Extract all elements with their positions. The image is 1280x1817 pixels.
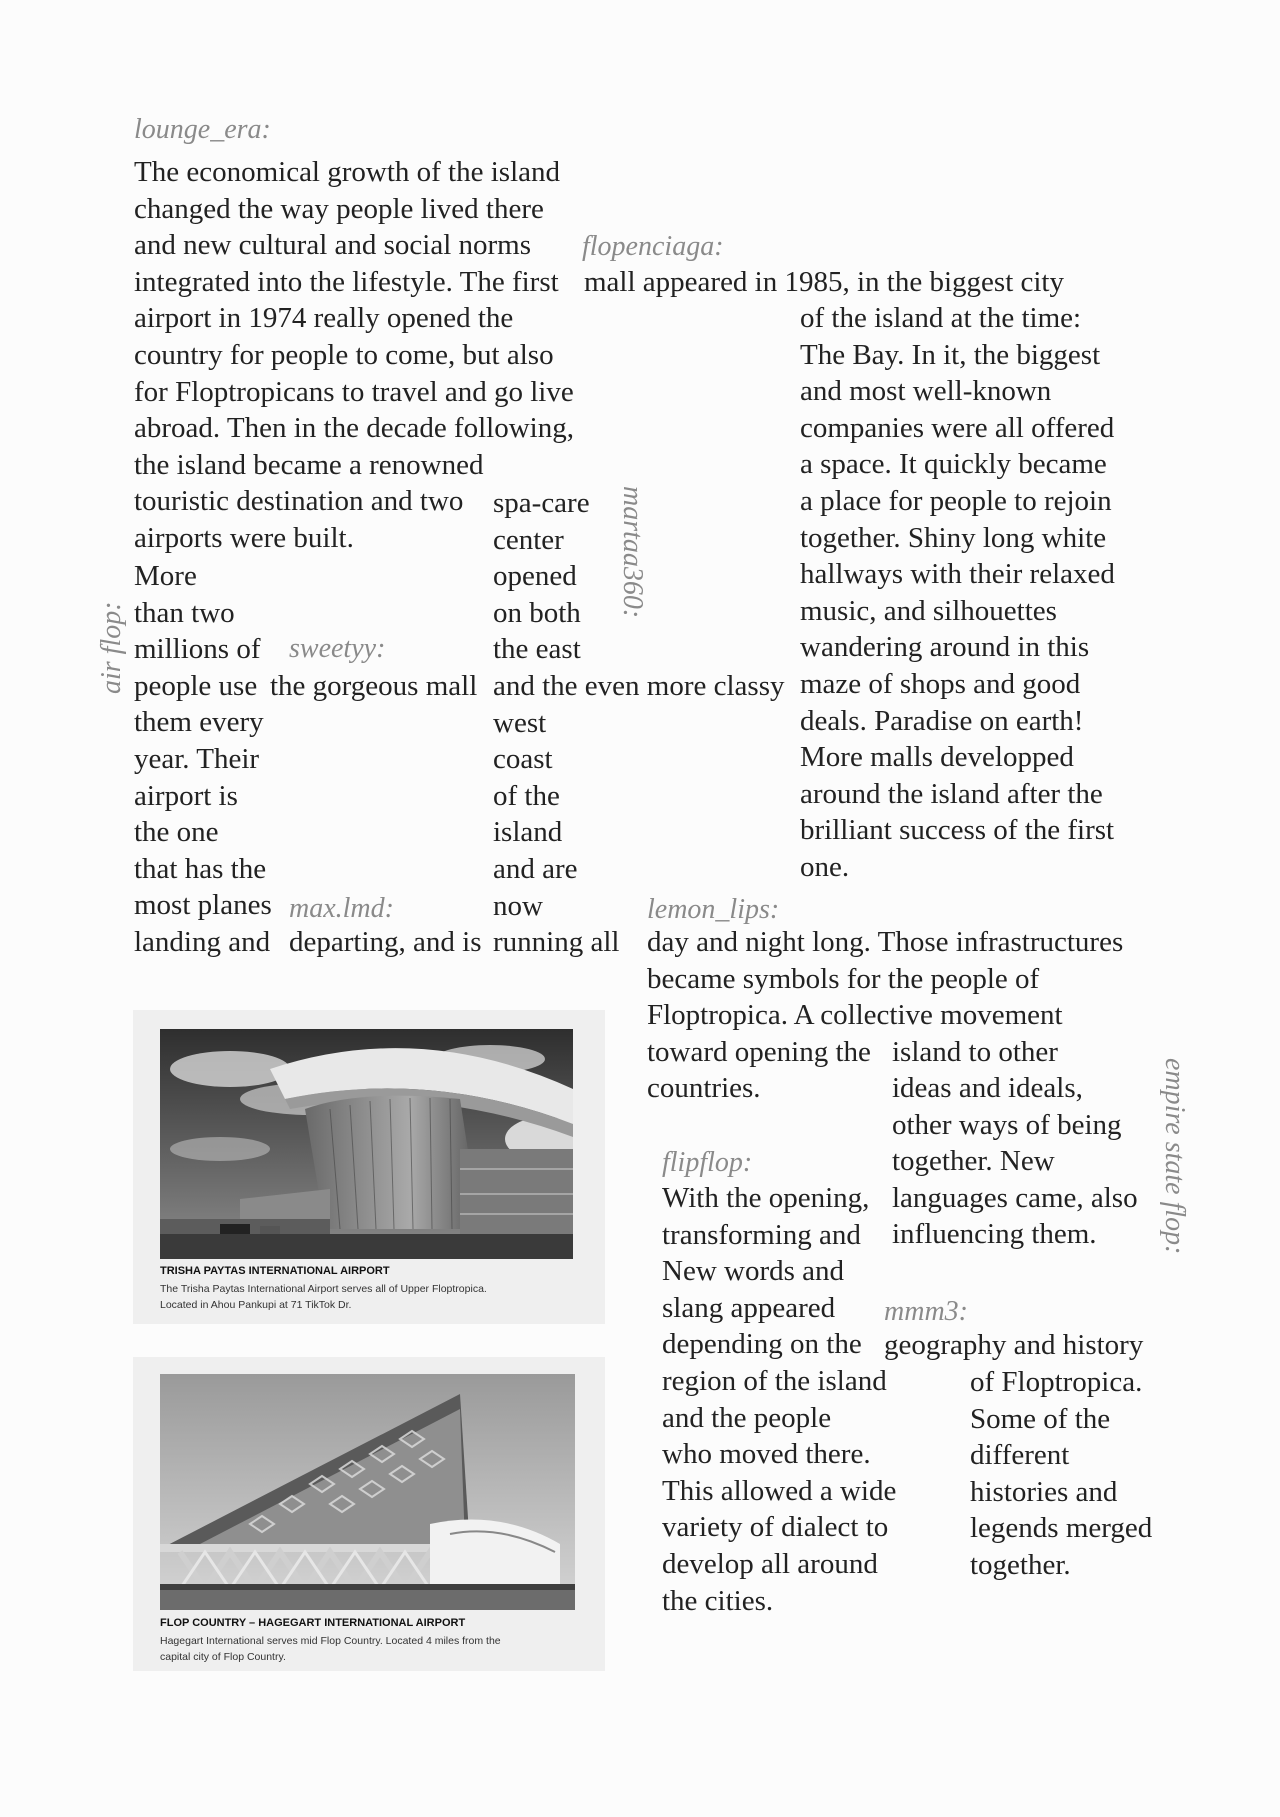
text-line: maze of shops and good (800, 667, 1081, 700)
text-line: airport in 1974 really opened the (134, 302, 514, 335)
text-line: year. Their (134, 742, 260, 775)
airport-photo-2 (160, 1374, 575, 1610)
text-line-mmm3-first: geography and history (884, 1329, 1144, 1361)
text-line: that has the (134, 852, 267, 885)
text-line: Floptropica. A collective movement (647, 999, 1063, 1032)
text-line: of the (493, 779, 560, 812)
text-line-martaa360-last: running all (493, 926, 620, 958)
text-line: than two (134, 596, 235, 629)
contributor-tag-sweetyy: sweetyy: (289, 633, 386, 664)
text-line: the east (493, 633, 581, 666)
figure-title: TRISHA PAYTAS INTERNATIONAL AIRPORT (160, 1265, 390, 1277)
text-line: The economical growth of the island (134, 156, 561, 188)
text-block-max-lmd (289, 924, 481, 961)
caption-line: capital city of Flop Country. (160, 1651, 286, 1663)
text-line: hallways with their relaxed (800, 558, 1115, 591)
figure-caption (160, 1281, 487, 1313)
text-line: touristic destination and two (134, 485, 464, 518)
figure-caption (160, 1633, 501, 1665)
text-line: together. (970, 1548, 1071, 1581)
caption-line: Hagegart International serves mid Flop Country. Located 4 miles from the (160, 1635, 501, 1647)
text-line: different (970, 1439, 1070, 1472)
text-line: brilliant success of the first (800, 814, 1115, 847)
text-line: together. New (892, 1145, 1055, 1178)
contributor-tag-lemon-lips: lemon_lips: (647, 894, 780, 925)
text-line: landing and (134, 925, 271, 958)
text-line: of the island at the time: (800, 302, 1082, 334)
text-line: integrated into the lifestyle. The first (134, 265, 559, 298)
text-line: This allowed a wide (662, 1474, 897, 1507)
text-line: the island became a renowned (134, 448, 484, 481)
text-line: other ways of being (892, 1108, 1122, 1141)
text-line: one. (800, 850, 850, 883)
text-line: country for people to come, but also (134, 338, 554, 371)
figure-airport-1 (133, 1010, 605, 1324)
text-line: west (493, 706, 547, 739)
text-line: depending on the (662, 1328, 862, 1361)
text-line: airport is (134, 779, 238, 812)
text-line: slang appeared (662, 1291, 836, 1324)
text-line: ideas and ideals, (892, 1072, 1083, 1104)
text-line: around the island after the (800, 777, 1103, 810)
text-block-air-flop (134, 558, 272, 961)
text-line: wandering around in this (800, 631, 1090, 664)
text-line: transforming and (662, 1218, 861, 1251)
text-block-flipflop (662, 1180, 896, 1619)
caption-line: The Trisha Paytas International Airport serves all of Upper Floptropica. (160, 1283, 487, 1295)
text-line: companies were all offered (800, 411, 1115, 444)
caption-line: Located in Ahou Pankupi at 71 TikTok Dr. (160, 1299, 352, 1311)
text-span: mall appeared in 1985 (584, 266, 843, 298)
contributor-tag-empire-state-flop: empire state flop: (1159, 1058, 1190, 1255)
text-line: a space. It quickly became (800, 448, 1107, 481)
text-line: music, and silhouettes (800, 594, 1057, 627)
text-block-empire-state-flop (892, 1070, 1138, 1253)
text-line: day and night long. Those infrastructures (647, 926, 1124, 958)
text-line: the gorgeous mall (270, 670, 478, 702)
text-line: New words and (662, 1255, 845, 1288)
contributor-tag-max-lmd: max.lmd: (289, 893, 394, 924)
text-line: island (493, 816, 563, 849)
text-line: spa-care (493, 487, 590, 519)
text-line: departing, and is (289, 926, 482, 958)
text-block-sweetyy (270, 668, 477, 705)
text-line: develop all around (662, 1547, 878, 1580)
text-line: and are (493, 852, 578, 885)
text-line: the one (134, 816, 219, 849)
text-line: the cities. (662, 1584, 774, 1617)
text-line: changed the way people lived there (134, 192, 544, 225)
text-line: histories and (970, 1475, 1118, 1508)
text-block-flopenciaga (800, 300, 1115, 886)
text-line: most planes (134, 889, 272, 922)
contributor-tag-flipflop: flipflop: (662, 1147, 753, 1178)
text-line: With the opening, (662, 1182, 870, 1214)
text-line: deals. Paradise on earth! (800, 704, 1084, 737)
text-line: a place for people to rejoin (800, 484, 1112, 517)
text-line: toward opening the (647, 1035, 871, 1068)
contributor-tag-air-flop: air flop: (96, 601, 127, 694)
text-line: More malls developped (800, 741, 1074, 774)
text-line: and new cultural and social norms (134, 229, 532, 262)
contributor-tag-mmm3: mmm3: (884, 1296, 968, 1327)
contributor-tag-martaa360: martaa360: (617, 486, 648, 619)
text-line: for Floptropicans to travel and go live (134, 375, 574, 408)
text-line: became symbols for the people of (647, 962, 1040, 995)
text-line: languages came, also (892, 1181, 1138, 1214)
figure-title: FLOP COUNTRY – HAGEGART INTERNATIONAL AIRPORT (160, 1617, 466, 1629)
text-line: variety of dialect to (662, 1511, 889, 1544)
text-line: coast (493, 743, 553, 776)
text-line: airports were built. (134, 521, 354, 554)
text-line: people use (134, 669, 258, 702)
text-block-mmm3 (970, 1364, 1152, 1584)
text-line: countries. (647, 1072, 761, 1105)
text-line: More (134, 560, 197, 592)
text-line: and most well-known (800, 375, 1052, 408)
text-line: who moved there. (662, 1438, 871, 1471)
text-line: legends merged (970, 1512, 1153, 1545)
text-line: them every (134, 706, 264, 739)
text-line: now (493, 889, 543, 922)
text-line: region of the island (662, 1364, 887, 1397)
text-line: and the people (662, 1401, 832, 1434)
text-line: center (493, 523, 564, 556)
figure-airport-2 (133, 1357, 605, 1671)
text-line: together. Shiny long white (800, 521, 1107, 554)
text-line: abroad. Then in the decade following, (134, 412, 574, 445)
text-line: Some of the (970, 1402, 1111, 1435)
contributor-tag-lounge-era: lounge_era: (134, 114, 271, 145)
text-line: and the even more classy (493, 669, 785, 702)
text-span: , in the biggest city (842, 266, 1064, 298)
text-line: opened (493, 560, 577, 593)
text-block-martaa360 (493, 485, 785, 924)
text-line-empire-first: island to other (892, 1036, 1058, 1068)
text-line: The Bay. In it, the biggest (800, 338, 1101, 371)
text-line: millions of (134, 633, 261, 666)
text-line: influencing them. (892, 1218, 1097, 1251)
contributor-tag-flopenciaga: flopenciaga: (582, 231, 724, 262)
airport-photo-1 (160, 1029, 573, 1259)
text-line-flopenciaga-lead (584, 264, 1064, 301)
text-line: on both (493, 596, 581, 629)
text-line: of Floptropica. (970, 1366, 1143, 1398)
